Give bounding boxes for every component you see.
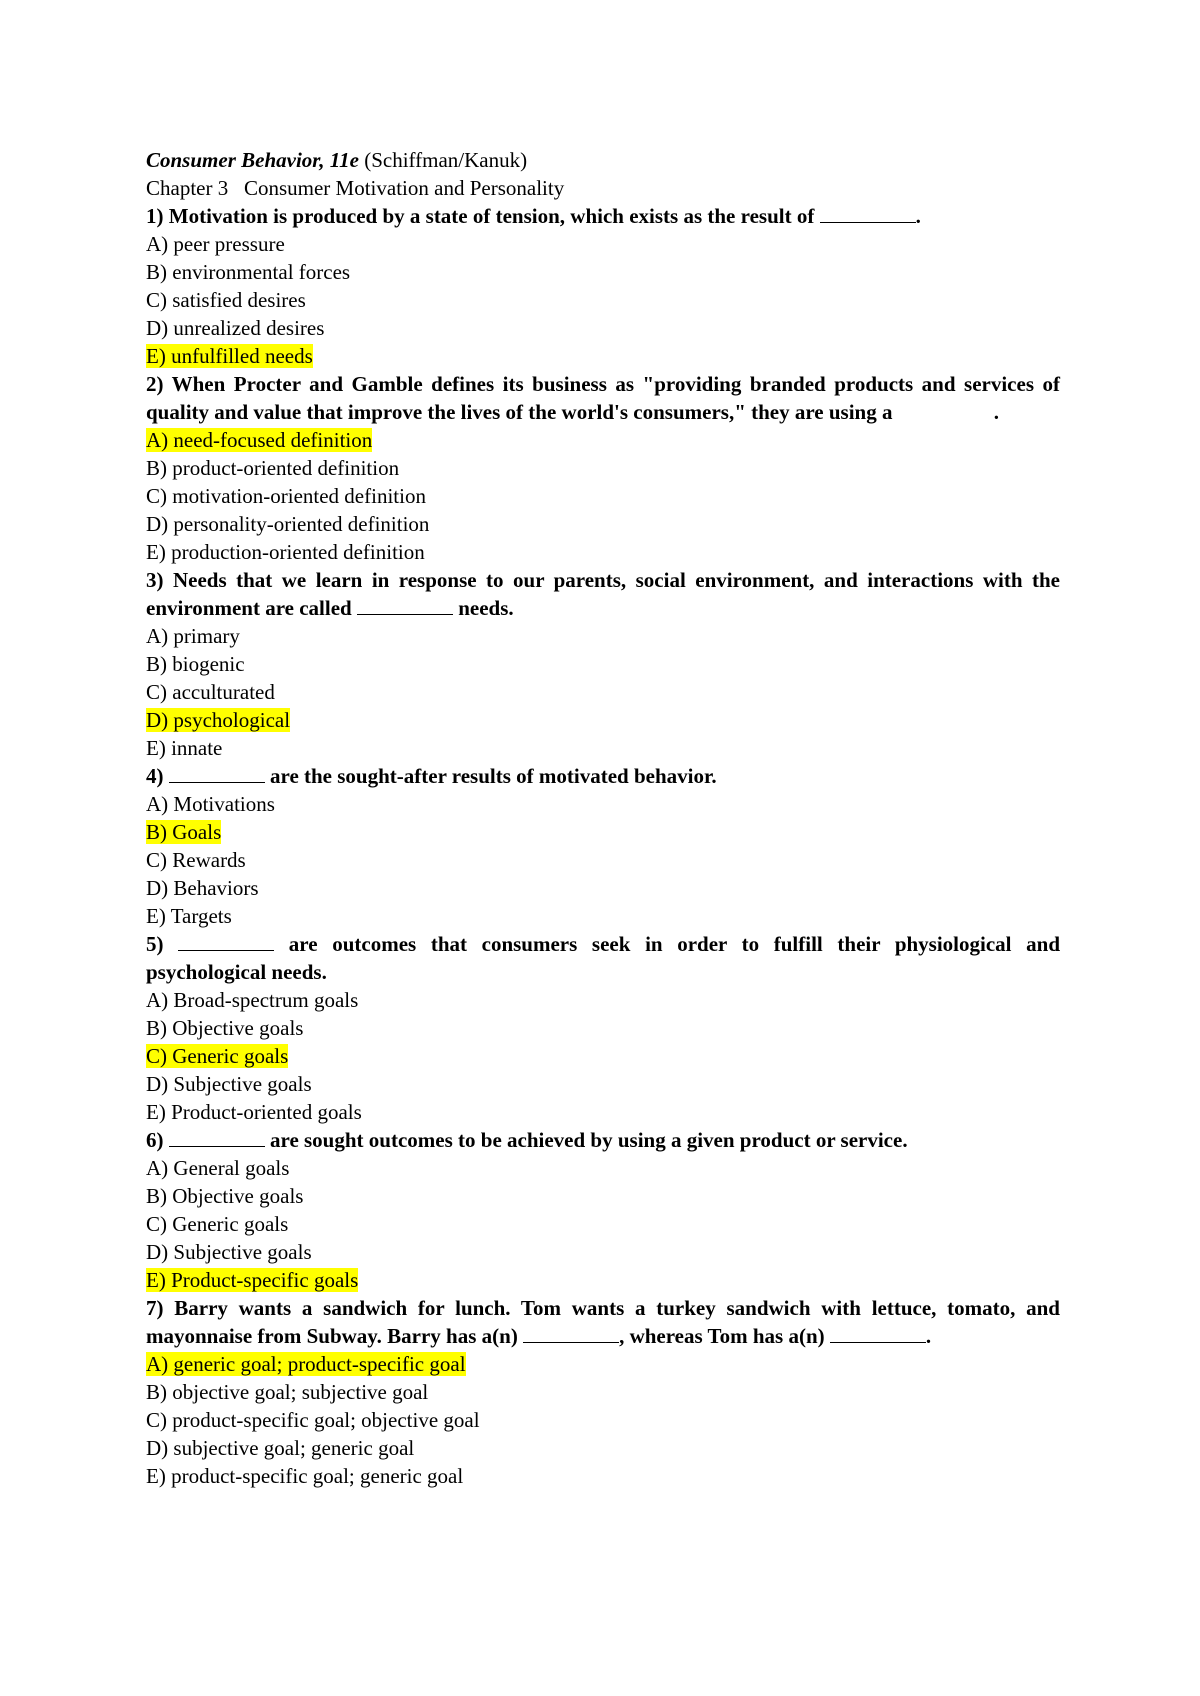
document-page xyxy=(146,146,1066,1490)
question-number: 2) xyxy=(146,372,164,396)
question-stem-middle: , whereas Tom has a(n) xyxy=(619,1324,830,1348)
question-5 xyxy=(146,930,1066,986)
question-stem-end: . xyxy=(925,1324,932,1348)
option-5d: D) Subjective goals xyxy=(146,1072,312,1096)
question-stem: When Procter and Gamble defines its business as "providing branded products and services of quality and value that improve the lives of the world's consumers," they are using a xyxy=(146,372,1066,424)
option-4e: E) Targets xyxy=(146,904,232,928)
option-3d-correct: D) psychological xyxy=(146,708,291,732)
option-2e: E) production-oriented definition xyxy=(146,540,425,564)
option-1d: D) unrealized desires xyxy=(146,316,325,340)
question-stem xyxy=(164,932,179,956)
book-title: Consumer Behavior, 11e xyxy=(146,148,359,172)
question-7 xyxy=(146,1294,1066,1350)
option-5e: E) Product-oriented goals xyxy=(146,1100,362,1124)
option-2a-correct: A) need-focused definition xyxy=(146,428,373,452)
option-3c: C) acculturated xyxy=(146,680,275,704)
question-stem-end: needs. xyxy=(452,596,514,620)
option-7e: E) product-specific goal; generic goal xyxy=(146,1464,464,1488)
book-authors: (Schiffman/Kanuk) xyxy=(358,148,528,172)
question-stem: Motivation is produced by a state of tension, which exists as the result of xyxy=(163,204,820,228)
question-number: 5) xyxy=(146,932,164,956)
answer-blank xyxy=(820,204,916,223)
option-1a: A) peer pressure xyxy=(146,232,285,256)
option-1b: B) environmental forces xyxy=(146,260,351,284)
question-stem-end: . xyxy=(993,400,999,424)
option-7b: B) objective goal; subjective goal xyxy=(146,1380,429,1404)
question-4 xyxy=(146,762,1060,790)
question-stem-end: are outcomes that consumers seek in order to fulfill their physiological and psychological needs. xyxy=(146,932,1066,984)
option-4c: C) Rewards xyxy=(146,848,246,872)
document-title xyxy=(146,146,1060,174)
option-2c: C) motivation-oriented definition xyxy=(146,484,426,508)
option-6c: C) Generic goals xyxy=(146,1212,289,1236)
answer-blank xyxy=(523,1324,619,1343)
option-4b-correct: B) Goals xyxy=(146,820,222,844)
question-number: 6) xyxy=(146,1128,164,1152)
question-stem-end: . xyxy=(915,204,921,228)
answer-blank xyxy=(169,764,265,783)
question-number: 1) xyxy=(146,204,164,228)
option-1c: C) satisfied desires xyxy=(146,288,306,312)
option-3e: E) innate xyxy=(146,736,223,760)
question-stem: Needs that we learn in response to our parents, social environment, and interactions with the environment are called xyxy=(146,568,1066,620)
option-5b: B) Objective goals xyxy=(146,1016,304,1040)
option-4a: A) Motivations xyxy=(146,792,275,816)
answer-blank xyxy=(357,596,453,615)
answer-blank xyxy=(898,401,994,419)
option-3b: B) biogenic xyxy=(146,652,245,676)
question-number: 7) xyxy=(146,1296,164,1320)
option-5a: A) Broad-spectrum goals xyxy=(146,988,359,1012)
question-2 xyxy=(146,370,1066,426)
option-7d: D) subjective goal; generic goal xyxy=(146,1436,415,1460)
option-1e-correct: E) unfulfilled needs xyxy=(146,344,313,368)
question-stem-end: are sought outcomes to be achieved by using a given product or service. xyxy=(264,1128,908,1152)
option-2d: D) personality-oriented definition xyxy=(146,512,430,536)
option-6e-correct: E) Product-specific goals xyxy=(146,1268,359,1292)
question-6 xyxy=(146,1126,1060,1154)
option-4d: D) Behaviors xyxy=(146,876,259,900)
option-7c: C) product-specific goal; objective goal xyxy=(146,1408,480,1432)
question-stem-end: are the sought-after results of motivated behavior. xyxy=(264,764,717,788)
option-2b: B) product-oriented definition xyxy=(146,456,400,480)
question-1 xyxy=(146,202,1060,230)
option-3a: A) primary xyxy=(146,624,240,648)
question-number: 3) xyxy=(146,568,164,592)
answer-blank xyxy=(830,1324,926,1343)
option-6a: A) General goals xyxy=(146,1156,290,1180)
option-6b: B) Objective goals xyxy=(146,1184,304,1208)
question-3 xyxy=(146,566,1066,622)
option-6d: D) Subjective goals xyxy=(146,1240,312,1264)
answer-blank xyxy=(178,932,274,951)
chapter-heading: Chapter 3 Consumer Motivation and Personality xyxy=(146,176,565,200)
option-7a-correct: A) generic goal; product-specific goal xyxy=(146,1352,466,1376)
question-stem: Barry wants a sandwich for lunch. Tom wants a turkey sandwich with lettuce, tomato, and mayonnaise from Subway. Barry has a(n) xyxy=(146,1296,1066,1348)
question-number: 4) xyxy=(146,764,164,788)
option-5c-correct: C) Generic goals xyxy=(146,1044,289,1068)
answer-blank xyxy=(169,1128,265,1147)
